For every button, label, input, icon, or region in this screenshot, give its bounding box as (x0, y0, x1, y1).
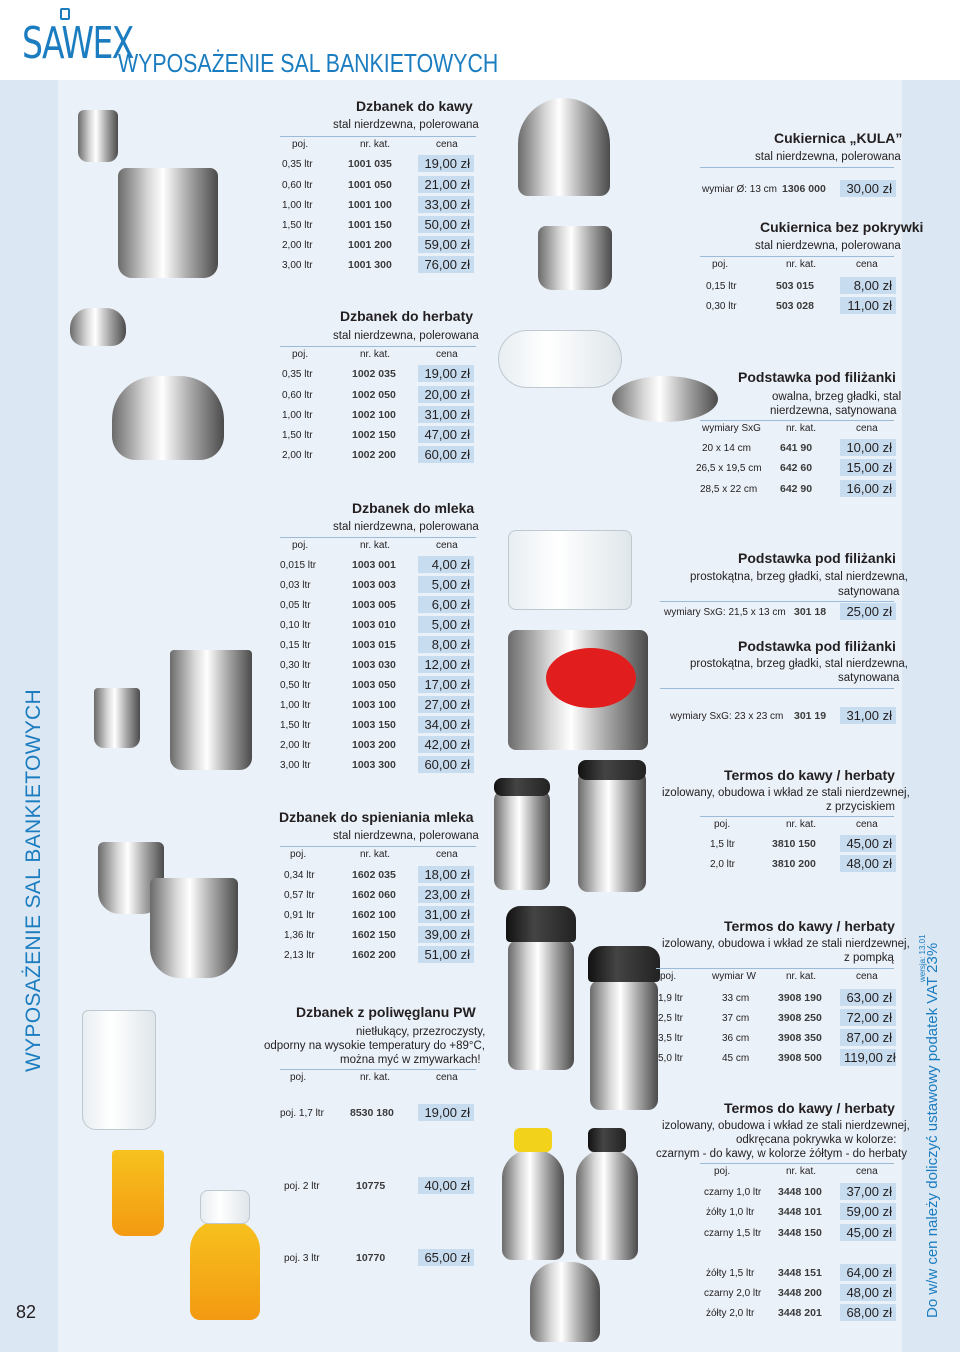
poliweglan-r1-poj: poj. 2 ltr (284, 1181, 320, 1192)
termos3-subtitle-3: czarnym - do kawy, w kolorze żółtym - do herbaty (656, 1148, 907, 1160)
spienianie-r1-nr: 1602 060 (352, 889, 396, 901)
termos1-r0-poj: 1,5 ltr (710, 839, 736, 850)
termos2-r0-w: 33 cm (722, 993, 750, 1004)
bezpokrywki-divider (700, 256, 894, 257)
screw-carafe-large-image (530, 1262, 600, 1342)
herbata-r1-nr: 1002 050 (352, 389, 396, 401)
spienianie-r2-nr: 1602 100 (352, 909, 396, 921)
poliweglan-subtitle-3: można myć w zmywarkach! (340, 1054, 481, 1066)
kawa-r0-nr: 1001 035 (348, 158, 392, 170)
kawa-r3-poj: 1,50 ltr (282, 220, 313, 231)
bezpokrywki-r1-nr: 503 028 (776, 300, 814, 312)
mleko-r5-cena: 12,00 zł (418, 656, 474, 673)
mleko-title: Dzbanek do mleka (352, 500, 475, 516)
mleko-r6-nr: 1003 050 (352, 679, 396, 691)
mleko-r1-nr: 1003 003 (352, 579, 396, 591)
mleko-r7-cena: 27,00 zł (418, 696, 474, 713)
termos2-subtitle-2: z pompką (844, 952, 894, 964)
herbata-r3-nr: 1002 150 (352, 429, 396, 441)
mleko-r3-cena: 5,00 zł (418, 616, 474, 633)
kawa-subtitle: stal nierdzewna, polerowana (333, 119, 479, 131)
podstawka1-r0-nr: 641 90 (780, 442, 813, 454)
termos2-r2-cena: 87,00 zł (840, 1029, 896, 1046)
podstawka2-divider (660, 601, 894, 602)
mleko-r8-cena: 34,00 zł (418, 716, 474, 733)
herbata-r1-poj: 0,60 ltr (282, 390, 313, 401)
spienianie-r4-nr: 1602 200 (352, 949, 396, 961)
termos1-h-cena: cena (856, 819, 878, 830)
herbata-r0-cena: 19,00 zł (418, 365, 474, 382)
spienianie-r0-cena: 18,00 zł (418, 866, 474, 883)
spienianie-r2-cena: 31,00 zł (418, 906, 474, 923)
kawa-r2-nr: 1001 100 (348, 199, 392, 211)
herbata-r0-poj: 0,35 ltr (282, 369, 313, 380)
screw-carafe-black-image (576, 1150, 638, 1260)
mleko-r2-nr: 1003 005 (352, 599, 396, 611)
kawa-r1-nr: 1001 050 (348, 179, 392, 191)
poliweglan-r1-cena: 40,00 zł (418, 1177, 474, 1194)
termos2-r2-nr: 3908 350 (778, 1032, 822, 1044)
mleko-r9-poj: 2,00 ltr (280, 740, 311, 751)
podstawka2-subtitle-2: satynowana (838, 586, 900, 598)
termos3-r4-cena: 48,00 zł (840, 1284, 896, 1301)
termos3-h-cena: cena (856, 1166, 878, 1177)
kula-nr: 1306 000 (782, 183, 826, 195)
spienianie-r0-nr: 1602 035 (352, 869, 396, 881)
termos2-title: Termos do kawy / herbaty (724, 918, 895, 934)
kawa-r3-cena: 50,00 zł (418, 216, 474, 233)
podstawka1-r0-size: 20 x 14 cm (702, 443, 751, 454)
termos3-r2-poj: czarny 1,5 ltr (704, 1228, 762, 1239)
mleko-r6-cena: 17,00 zł (418, 676, 474, 693)
termos3-title: Termos do kawy / herbaty (724, 1100, 895, 1116)
screw-carafe-yellow-image (502, 1150, 564, 1260)
spienianie-divider (280, 846, 476, 847)
poliweglan-divider (280, 1069, 476, 1070)
podstawka3-subtitle-1: prostokątna, brzeg gładki, stal nierdzewna, (690, 658, 908, 670)
poliweglan-r2-nr: 10770 (356, 1252, 386, 1264)
pump-thermos-small-top-icon (506, 906, 576, 942)
termos3-r5-nr: 3448 201 (778, 1307, 822, 1319)
frothing-pitcher-large-image (150, 878, 238, 978)
poliweglan-h-nr: nr. kat. (360, 1072, 391, 1083)
podstawka2-title: Podstawka pod filiżanki (738, 550, 896, 566)
milk-jug-large-image (170, 650, 252, 770)
spienianie-h-nr: nr. kat. (360, 849, 391, 860)
termos2-divider (656, 968, 894, 969)
thermos-button-large-image (578, 770, 646, 892)
carafe-neck-image (200, 1190, 250, 1224)
kawa-r1-cena: 21,00 zł (418, 176, 474, 193)
spienianie-r1-cena: 23,00 zł (418, 886, 474, 903)
herbata-r4-nr: 1002 200 (352, 449, 396, 461)
page-number: 82 (16, 1302, 37, 1322)
coffee-pot-small-image (78, 110, 118, 162)
termos2-r0-cena: 63,00 zł (840, 989, 896, 1006)
termos2-r1-nr: 3908 250 (778, 1012, 822, 1024)
mleko-r3-poj: 0,10 ltr (280, 620, 311, 631)
poliweglan-title: Dzbanek z poliwęglanu PW (296, 1004, 476, 1020)
spienianie-r2-poj: 0,91 ltr (284, 910, 315, 921)
termos1-divider (700, 816, 894, 817)
podstawka1-h-nr: nr. kat. (786, 423, 817, 434)
mleko-r7-poj: 1,00 ltr (280, 700, 311, 711)
herbata-r2-nr: 1002 100 (352, 409, 396, 421)
termos2-r3-cena: 119,00 zł (840, 1049, 896, 1066)
bezpokrywki-r0-poj: 0,15 ltr (706, 281, 737, 292)
podstawka3-cena: 31,00 zł (840, 707, 896, 724)
herbata-title: Dzbanek do herbaty (340, 308, 474, 324)
kawa-r2-poj: 1,00 ltr (282, 200, 313, 211)
poliweglan-h-poj: poj. (290, 1072, 307, 1083)
podstawka1-r1-nr: 642 60 (780, 462, 813, 474)
kawa-r0-poj: 0,35 ltr (282, 159, 313, 170)
mleko-r4-poj: 0,15 ltr (280, 640, 311, 651)
herbata-r3-cena: 47,00 zł (418, 426, 474, 443)
podstawka3-title: Podstawka pod filiżanki (738, 638, 896, 654)
kawa-title: Dzbanek do kawy (356, 98, 473, 114)
red-cup-image (546, 648, 636, 708)
kawa-r4-nr: 1001 200 (348, 239, 392, 251)
termos2-h-nr: nr. kat. (786, 971, 817, 982)
mleko-r9-cena: 42,00 zł (418, 736, 474, 753)
termos3-r0-nr: 3448 100 (778, 1186, 822, 1198)
termos2-r1-cena: 72,00 zł (840, 1009, 896, 1026)
termos1-r1-nr: 3810 200 (772, 858, 816, 870)
bezpokrywki-subtitle: stal nierdzewna, polerowana (755, 240, 901, 252)
kawa-r4-cena: 59,00 zł (418, 236, 474, 253)
mleko-r4-cena: 8,00 zł (418, 636, 474, 653)
poliweglan-h-cena: cena (436, 1072, 458, 1083)
poliweglan-r0-poj: poj. 1,7 ltr (280, 1108, 324, 1119)
spienianie-h-cena: cena (436, 849, 458, 860)
thermos-button-small-image (494, 790, 550, 890)
sugar-bowl-kula-image (518, 98, 610, 196)
coffee-set-image (498, 330, 622, 388)
termos2-r2-poj: 3,5 ltr (658, 1033, 684, 1044)
termos3-r2-cena: 45,00 zł (840, 1224, 896, 1241)
teapot-small-image (70, 308, 126, 346)
podstawka1-r0-cena: 10,00 zł (840, 439, 896, 456)
kawa-r3-nr: 1001 150 (348, 219, 392, 231)
mleko-r3-nr: 1003 010 (352, 619, 396, 631)
termos2-h-cena: cena (856, 971, 878, 982)
mleko-r10-nr: 1003 300 (352, 759, 396, 771)
herbata-r2-cena: 31,00 zł (418, 406, 474, 423)
herbata-subtitle: stal nierdzewna, polerowana (333, 330, 479, 342)
podstawka1-divider (700, 420, 894, 421)
podstawka1-r1-cena: 15,00 zł (840, 459, 896, 476)
herbata-r0-nr: 1002 035 (352, 368, 396, 380)
termos2-h-poj: poj. (660, 971, 677, 982)
mleko-r2-cena: 6,00 zł (418, 596, 474, 613)
page-title: WYPOSAŻENIE SAL BANKIETOWYCH (118, 48, 499, 78)
termos1-subtitle-2: z przyciskiem (826, 801, 896, 813)
termos3-divider (700, 1163, 894, 1164)
thermos-button-lid-icon (494, 778, 550, 796)
podstawka3-nr: 301 19 (794, 710, 827, 722)
mleko-r9-nr: 1003 200 (352, 739, 396, 751)
kula-size: wymiar Ø: 13 cm (702, 184, 778, 195)
kula-title: Cukiernica „KULA” (774, 130, 903, 146)
termos1-r1-cena: 48,00 zł (840, 855, 896, 872)
termos3-h-nr: nr. kat. (786, 1166, 817, 1177)
mleko-r5-poj: 0,30 ltr (280, 660, 311, 671)
mleko-r8-nr: 1003 150 (352, 719, 396, 731)
termos2-r1-w: 37 cm (722, 1013, 750, 1024)
podstawka3-subtitle-2: satynowana (838, 672, 900, 684)
pump-thermos-small-image (508, 940, 574, 1070)
podstawka1-subtitle-2: nierdzewna, satynowana (770, 405, 897, 417)
juice-carafe-image (190, 1220, 260, 1320)
bezpokrywki-h-poj: poj. (712, 259, 729, 270)
spienianie-title: Dzbanek do spieniania mleka (279, 809, 474, 825)
termos2-r2-w: 36 cm (722, 1033, 750, 1044)
podstawka1-r2-nr: 642 90 (780, 483, 813, 495)
termos3-r1-cena: 59,00 zł (840, 1203, 896, 1220)
spienianie-r4-poj: 2,13 ltr (284, 950, 315, 961)
mleko-r4-nr: 1003 015 (352, 639, 396, 651)
kawa-r5-poj: 3,00 ltr (282, 260, 313, 271)
vat-note: Do w/w cen należy doliczyć ustawowy podatek VAT 23% (924, 942, 941, 1318)
termos1-title: Termos do kawy / herbaty (724, 767, 895, 783)
pump-thermos-large-image (590, 980, 658, 1110)
mleko-h-nr: nr. kat. (360, 540, 391, 551)
poliweglan-r2-cena: 65,00 zł (418, 1249, 474, 1266)
milk-jug-small-image (94, 688, 140, 748)
oval-saucer-image (612, 376, 718, 422)
herbata-h-poj: poj. (292, 349, 309, 360)
bezpokrywki-h-cena: cena (856, 259, 878, 270)
termos3-subtitle-2: odkręcana pokrywka w kolorze: (736, 1134, 897, 1146)
termos1-r0-cena: 45,00 zł (840, 835, 896, 852)
kawa-divider (280, 136, 476, 137)
mleko-r0-cena: 4,00 zł (418, 556, 474, 573)
spienianie-r3-nr: 1602 150 (352, 929, 396, 941)
poliweglan-r2-poj: poj. 3 ltr (284, 1253, 320, 1264)
podstawka2-size: wymiary SxG: 21,5 x 13 cm (664, 607, 786, 618)
mleko-divider (280, 537, 476, 538)
termos2-r1-poj: 2,5 ltr (658, 1013, 684, 1024)
brand-logo: SAWEX (22, 18, 133, 69)
kawa-h-poj: poj. (292, 139, 309, 150)
mleko-r0-poj: 0,015 ltr (280, 560, 317, 571)
mleko-subtitle: stal nierdzewna, polerowana (333, 521, 479, 533)
termos3-r3-nr: 3448 151 (778, 1267, 822, 1279)
kawa-r5-cena: 76,00 zł (418, 256, 474, 273)
termos1-subtitle-1: izolowany, obudowa i wkład ze stali nierdzewnej, (662, 787, 910, 799)
bezpokrywki-r1-poj: 0,30 ltr (706, 301, 737, 312)
kula-cena: 30,00 zł (840, 180, 896, 197)
poliweglan-r0-cena: 19,00 zł (418, 1104, 474, 1121)
herbata-h-cena: cena (436, 349, 458, 360)
termos3-subtitle-1: izolowany, obudowa i wkład ze stali nierdzewnej, (662, 1120, 910, 1132)
mleko-h-poj: poj. (292, 540, 309, 551)
kula-subtitle: stal nierdzewna, polerowana (755, 151, 901, 163)
version-note: wersja: 13.01 (918, 934, 927, 982)
termos3-r1-poj: żółty 1,0 ltr (706, 1207, 755, 1218)
termos3-r5-cena: 68,00 zł (840, 1304, 896, 1321)
spienianie-subtitle: stal nierdzewna, polerowana (333, 830, 479, 842)
rect-tray-cup-image (508, 530, 632, 610)
bezpokrywki-h-nr: nr. kat. (786, 259, 817, 270)
herbata-r2-poj: 1,00 ltr (282, 410, 313, 421)
herbata-r3-poj: 1,50 ltr (282, 430, 313, 441)
poliweglan-r1-nr: 10775 (356, 1180, 386, 1192)
mleko-r10-cena: 60,00 zł (418, 756, 474, 773)
sidebar-label: WYPOSAŻENIE SAL BANKIETOWYCH (22, 689, 45, 1072)
kawa-r0-cena: 19,00 zł (418, 155, 474, 172)
termos3-r3-poj: żółty 1,5 ltr (706, 1268, 755, 1279)
screw-carafe-black-lid-icon (588, 1128, 626, 1152)
podstawka2-nr: 301 18 (794, 606, 827, 618)
podstawka3-divider (660, 688, 894, 689)
termos2-r3-nr: 3908 500 (778, 1052, 822, 1064)
termos3-r3-cena: 64,00 zł (840, 1264, 896, 1281)
podstawka1-title: Podstawka pod filiżanki (738, 369, 896, 385)
podstawka2-cena: 25,00 zł (840, 603, 896, 620)
podstawka1-r2-size: 28,5 x 22 cm (700, 484, 758, 495)
screw-carafe-yellow-lid-icon (514, 1128, 552, 1152)
mleko-r0-nr: 1003 001 (352, 559, 396, 571)
podstawka2-subtitle-1: prostokątna, brzeg gładki, stal nierdzewna, (690, 571, 908, 583)
spienianie-r1-poj: 0,57 ltr (284, 890, 315, 901)
termos2-r0-poj: 1,9 ltr (658, 993, 684, 1004)
termos3-r0-cena: 37,00 zł (840, 1183, 896, 1200)
herbata-divider (280, 346, 476, 347)
termos1-h-poj: poj. (714, 819, 731, 830)
kawa-r4-poj: 2,00 ltr (282, 240, 313, 251)
kawa-r2-cena: 33,00 zł (418, 196, 474, 213)
poliweglan-r0-nr: 8530 180 (350, 1107, 394, 1119)
poliweglan-subtitle-2: odporny na wysokie temperatury do +89°C, (264, 1040, 485, 1052)
termos1-r0-nr: 3810 150 (772, 838, 816, 850)
herbata-h-nr: nr. kat. (360, 349, 391, 360)
mleko-r2-poj: 0,05 ltr (280, 600, 311, 611)
podstawka1-h-cena: cena (856, 423, 878, 434)
poliweglan-subtitle-1: nietłukący, przezroczysty, (356, 1026, 486, 1038)
spienianie-r3-cena: 39,00 zł (418, 926, 474, 943)
termos3-r0-poj: czarny 1,0 ltr (704, 1187, 762, 1198)
mleko-r1-cena: 5,00 zł (418, 576, 474, 593)
podstawka1-r1-size: 26,5 x 19,5 cm (696, 463, 762, 474)
bezpokrywki-r0-nr: 503 015 (776, 280, 814, 292)
termos3-r5-poj: żółty 2,0 ltr (706, 1308, 755, 1319)
podstawka1-r2-cena: 16,00 zł (840, 480, 896, 497)
coffee-pot-large-image (118, 168, 218, 278)
podstawka3-size: wymiary SxG: 23 x 23 cm (670, 711, 784, 722)
sugar-bowl-open-image (538, 226, 612, 290)
mleko-r6-poj: 0,50 ltr (280, 680, 311, 691)
herbata-r4-cena: 60,00 zł (418, 446, 474, 463)
thermos-button-large-lid-icon (578, 760, 646, 780)
podstawka1-h-size: wymiary SxG (702, 423, 761, 434)
termos3-r1-nr: 3448 101 (778, 1206, 822, 1218)
mleko-r10-poj: 3,00 ltr (280, 760, 311, 771)
termos2-h-w: wymiar W (712, 971, 756, 982)
termos3-h-poj: poj. (714, 1166, 731, 1177)
mleko-r5-nr: 1003 030 (352, 659, 396, 671)
mleko-r7-nr: 1003 100 (352, 699, 396, 711)
kawa-r5-nr: 1001 300 (348, 259, 392, 271)
kawa-h-nr: nr. kat. (360, 139, 391, 150)
kula-divider (700, 167, 894, 168)
kawa-h-cena: cena (436, 139, 458, 150)
mleko-r8-poj: 1,50 ltr (280, 720, 311, 731)
termos1-r1-poj: 2,0 ltr (710, 859, 736, 870)
pump-thermos-large-top-icon (588, 946, 660, 982)
herbata-r1-cena: 20,00 zł (418, 386, 474, 403)
spienianie-r0-poj: 0,34 ltr (284, 870, 315, 881)
juice-glass-jug-image (112, 1150, 164, 1236)
pc-jug-image (82, 1010, 156, 1130)
podstawka1-subtitle-1: owalna, brzeg gładki, stal (772, 391, 902, 403)
teapot-large-image (112, 376, 224, 460)
spienianie-h-poj: poj. (290, 849, 307, 860)
bezpokrywki-title: Cukiernica bez pokrywki (760, 219, 924, 235)
termos3-r4-nr: 3448 200 (778, 1287, 822, 1299)
termos2-r3-w: 45 cm (722, 1053, 750, 1064)
bezpokrywki-r0-cena: 8,00 zł (840, 277, 896, 294)
termos1-h-nr: nr. kat. (786, 819, 817, 830)
herbata-r4-poj: 2,00 ltr (282, 450, 313, 461)
bezpokrywki-r1-cena: 11,00 zł (840, 297, 896, 314)
termos2-subtitle-1: izolowany, obudowa i wkład ze stali nierdzewnej, (662, 938, 910, 950)
kawa-r1-poj: 0,60 ltr (282, 180, 313, 191)
spienianie-r3-poj: 1,36 ltr (284, 930, 315, 941)
mleko-h-cena: cena (436, 540, 458, 551)
spienianie-r4-cena: 51,00 zł (418, 946, 474, 963)
termos2-r0-nr: 3908 190 (778, 992, 822, 1004)
termos2-r3-poj: 5,0 ltr (658, 1053, 684, 1064)
termos3-r4-poj: czarny 2,0 ltr (704, 1288, 762, 1299)
termos3-r2-nr: 3448 150 (778, 1227, 822, 1239)
mleko-r1-poj: 0,03 ltr (280, 580, 311, 591)
